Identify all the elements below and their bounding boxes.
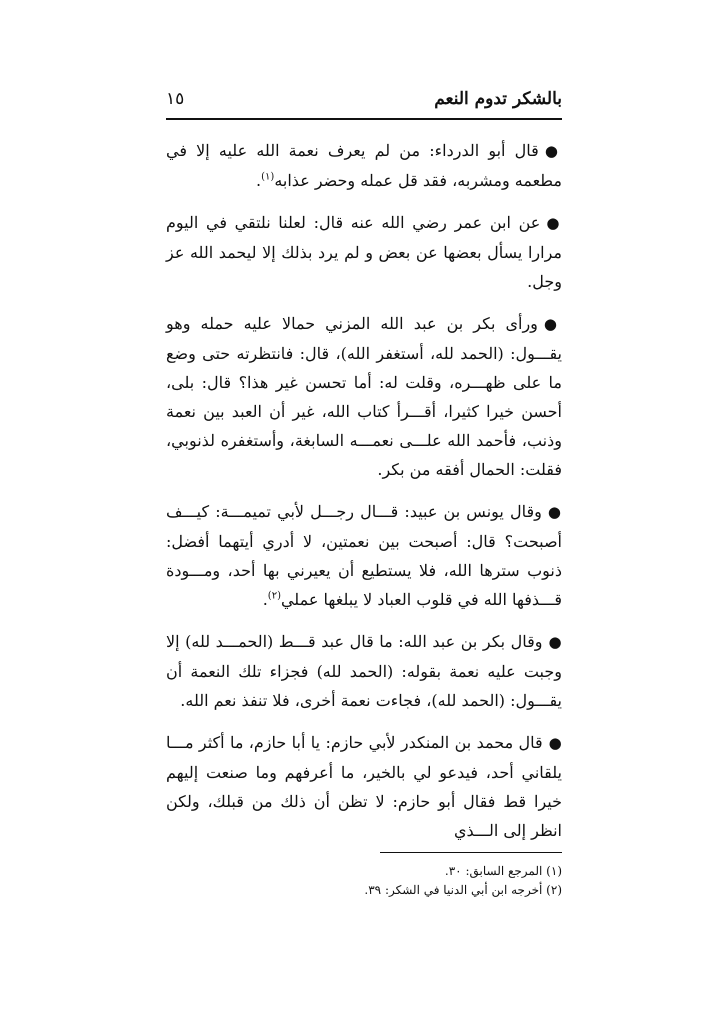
footnote-ref: (٢) [267,590,281,602]
bullet-icon: ● [544,142,563,160]
paragraph-5 [166,627,562,715]
paragraph-3 [166,309,562,484]
bullet-icon: ● [548,633,563,651]
paragraph-6 [166,728,562,845]
page-header [166,86,562,112]
bullet-icon: ● [548,734,562,752]
paragraph-text: عن ابن عمر رضي الله عنه قال: لعلنا نلتقي في اليوم مرارا يسأل بعضها عن بعض و لم يرد بذلك إلا ليحمد الله عز وجل. [166,213,562,291]
footnote-ref: (١) [261,171,275,183]
bullet-icon: ● [543,315,563,333]
bullet-icon: ● [547,503,563,521]
paragraph-2 [166,208,562,296]
paragraph-text: وقال بكر بن عبد الله: ما قال عبد قـــط (الحمـــد لله) إلا وجبت عليه نعمة بقوله: (الحمد لله) فجزاء تلك النعمة أن يقـــول: (الحمد لله)، فجاءت نعمة أخرى، فلا تنفذ نعم الله. [166,632,562,710]
paragraph-end: . [256,171,262,190]
paragraph-text: وقال يونس بن عبيد: قـــال رجـــل لأبي تميمـــة: كيـــف أصبحت؟ قال: أصبحت بين نعمتين، لا أدري أيتهما أفضل: ذنوب سترها الله، فلا يستطيع أن يعيرني بها أحد، ومـــودة قـــذفها الله في قلوب العباد لا يبلغها عملي [166,502,562,609]
footnotes [166,862,562,900]
page-number: ١٥ [166,89,185,109]
paragraph-text: قال محمد بن المنكدر لأبي حازم: يا أبا حازم، ما أكثر مـــا يلقاني أحد، فيدعو لي بالخير، ما أعرفهم وما صنعت إليهم خيرا قط فقال أبو حازم: لا تظن أن ذلك من قبلك، ولكن انظر إلى الـــذي [166,733,562,840]
paragraph-text: قال أبو الدرداء: من لم يعرف نعمة الله عليه إلا في مطعمه ومشربه، فقد قل عمله وحضر عذابه [166,141,562,190]
footnote-divider [380,852,562,853]
page-body [166,136,562,858]
footnote-1: (١) المرجع السابق: ٣٠. [444,864,562,878]
bullet-icon: ● [546,214,562,232]
paragraph-1 [166,136,562,195]
paragraph-end: . [262,590,268,609]
paragraph-text: ورأى بكر بن عبد الله المزني حمالا عليه حمله وهو يقـــول: (الحمد لله، أستغفر الله)، قال: فانتظرته حتى وضع ما على ظهـــره، وقلت له: أما تحسن غير هذا؟ قال: بلى، أحسن خيرا كثيرا، أقـــرأ كتاب الله، غير أن العبد بين نعمة وذنب، فأحمد الله علـــى نعمـــه السابغة، وأستغفره لذنوبي، فقلت: الحمال أفقه من بكر. [166,314,562,479]
header-divider [166,118,562,120]
running-title: بالشكر تدوم النعم [434,89,562,109]
paragraph-4 [166,497,562,614]
footnote-2: (٢) أخرجه ابن أبي الدنيا في الشكر: ٣٩. [364,883,562,897]
